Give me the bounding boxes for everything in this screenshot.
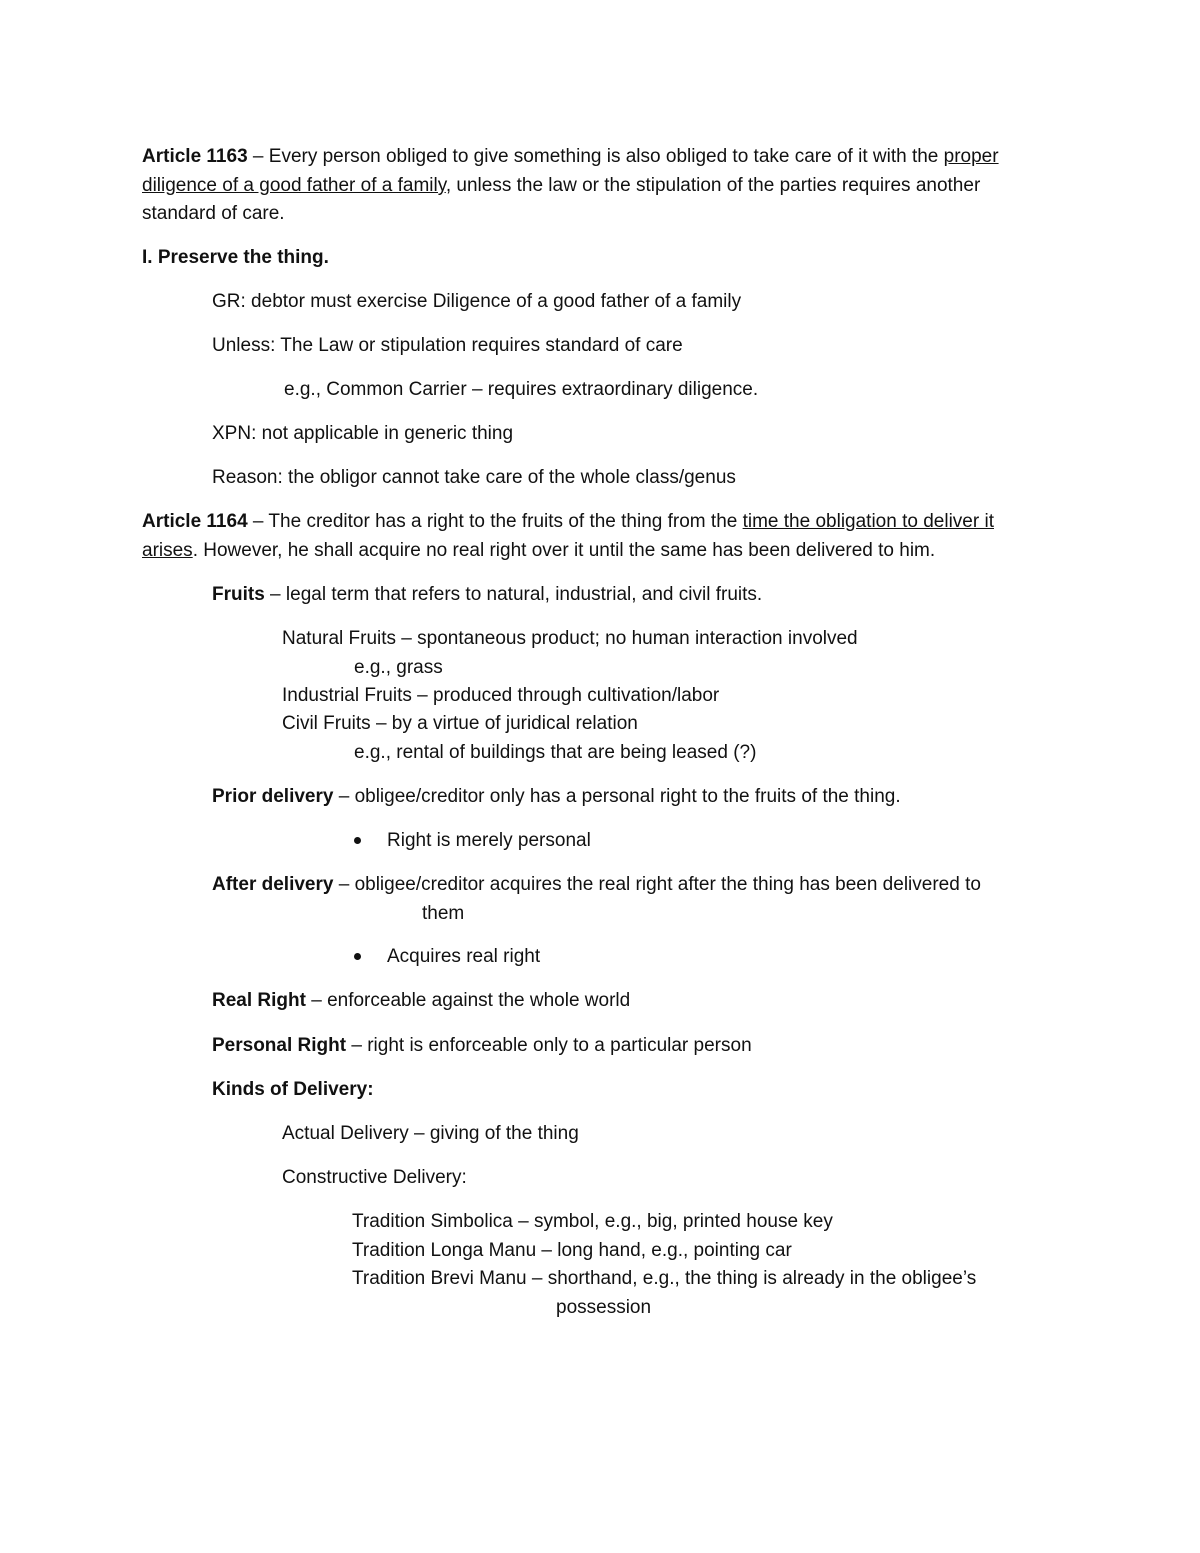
natural-fruits-example: e.g., grass [354,657,443,678]
after-delivery [212,873,981,897]
article-1163-label: Article 1163 [142,146,248,167]
fruits-definition [212,583,762,607]
article-1164-text: – The creditor has a right to the fruits of the thing from the [247,511,743,532]
personal-right [212,1034,752,1058]
prior-delivery-def: – obligee/creditor only has a personal right to the fruits of the thing. [333,786,901,807]
real-right [212,989,630,1013]
article-1164-underline-2: arises [142,540,193,561]
preserve-gr: GR: debtor must exercise Diligence of a good father of a family [212,291,742,312]
after-delivery-continuation: them [422,903,465,924]
fruits-def: – legal term that refers to natural, industrial, and civil fruits. [264,584,763,605]
actual-delivery: Actual Delivery – giving of the thing [282,1123,579,1144]
civil-fruits-example: e.g., rental of buildings that are being leased (?) [354,742,757,763]
preserve-example: e.g., Common Carrier – requires extraordinary diligence. [284,379,759,400]
preserve-xpn: XPN: not applicable in generic thing [212,423,514,444]
preserve-reason: Reason: the obligor cannot take care of the whole class/genus [212,467,736,488]
natural-fruits: Natural Fruits – spontaneous product; no human interaction involved [282,628,858,649]
article-1164-line-1 [142,510,994,534]
bullet-icon [354,953,361,960]
after-delivery-def: – obligee/creditor acquires the real right after the thing has been delivered to [333,874,981,895]
preserve-heading: I. Preserve the thing. [142,247,329,268]
article-1163-text: – Every person obliged to give something is also obliged to take care of it with the [247,146,944,167]
real-right-def: – enforceable against the whole world [305,990,631,1011]
article-1164-label: Article 1164 [142,511,248,532]
tradition-longa-manu: Tradition Longa Manu – long hand, e.g., pointing car [352,1240,792,1261]
after-delivery-term: After delivery [212,874,334,895]
article-1163-line-2 [142,174,980,198]
prior-delivery-term: Prior delivery [212,786,334,807]
article-1164-line-2 [142,539,935,563]
article-1163-text-2: , unless the law or the stipulation of the parties requires another [445,175,981,196]
kinds-heading: Kinds of Delivery: [212,1079,374,1100]
preserve-unless: Unless: The Law or stipulation requires standard of care [212,335,683,356]
article-1164-underline-1: time the obligation to deliver it [742,511,994,532]
prior-delivery [212,785,901,809]
real-right-term: Real Right [212,990,306,1011]
article-1164-text-2: . However, he shall acquire no real right over it until the same has been delivered to him. [192,540,936,561]
article-1163-line-1 [142,145,999,169]
industrial-fruits: Industrial Fruits – produced through cultivation/labor [282,685,720,706]
constructive-delivery: Constructive Delivery: [282,1167,467,1188]
article-1163-underline-1: proper [943,146,999,167]
personal-right-def: – right is enforceable only to a particular person [346,1035,752,1056]
prior-delivery-bullet: Right is merely personal [387,830,591,851]
tradition-brevi-manu: Tradition Brevi Manu – shorthand, e.g., the thing is already in the obligee’s [352,1268,977,1289]
personal-right-term: Personal Right [212,1035,347,1056]
tradition-simbolica: Tradition Simbolica – symbol, e.g., big, printed house key [352,1211,833,1232]
fruits-term: Fruits [212,584,265,605]
bullet-icon [354,837,361,844]
article-1163-underline-2: diligence of a good father of a family [142,175,446,196]
after-delivery-bullet: Acquires real right [387,946,541,967]
civil-fruits: Civil Fruits – by a virtue of juridical relation [282,713,638,734]
article-1163-line-3: standard of care. [142,203,285,224]
tradition-brevi-manu-continuation: possession [556,1297,652,1318]
